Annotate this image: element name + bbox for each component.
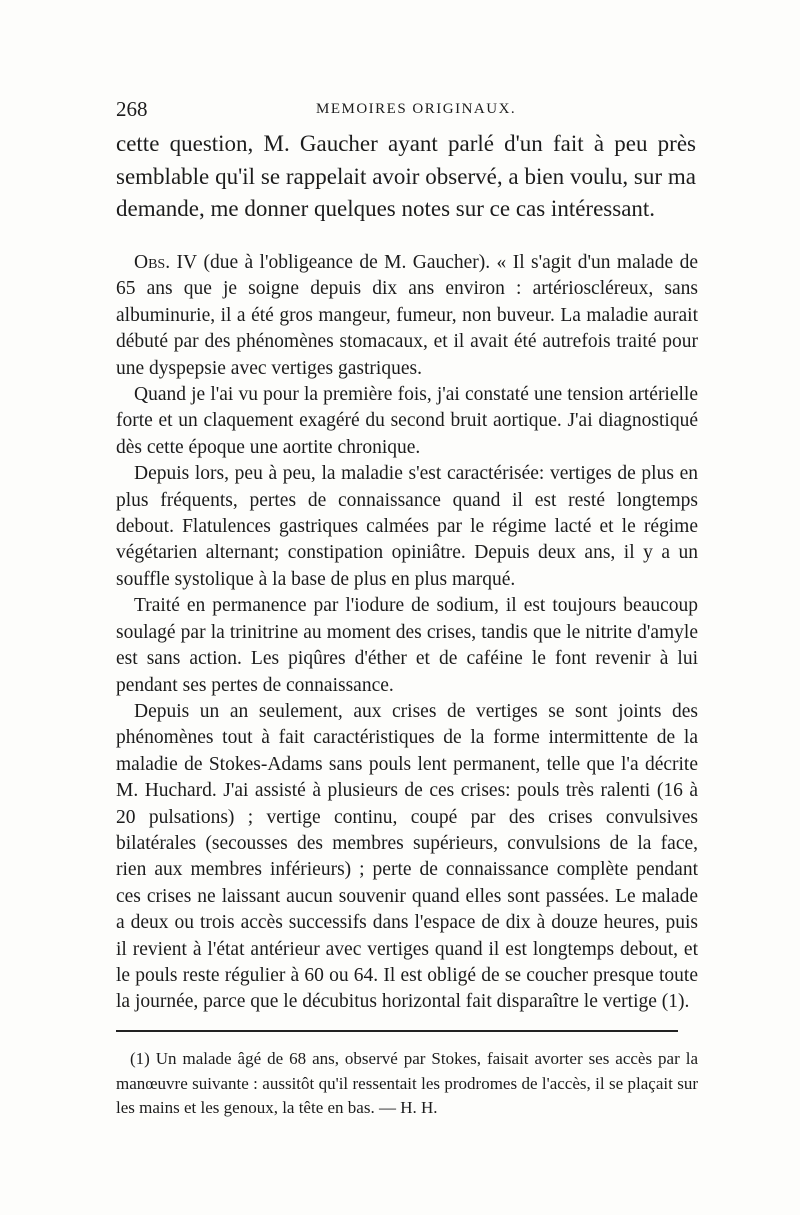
running-title: MEMOIRES ORIGINAUX.: [316, 101, 517, 117]
footnote-divider: [116, 1030, 678, 1032]
observation-label: Obs. IV: [134, 252, 198, 273]
footnote: (1) Un malade âgé de 68 ans, observé par Stokes, faisait avorter ses accès par la manœuvre suivante : aussitôt qu'il ressentait les prodromes de l'accès, il se plaçait sur les mains et les genoux, la tête en bas. — H. H.: [116, 1049, 698, 1117]
page-number: 268: [116, 97, 148, 121]
intro-paragraph: cette question, M. Gaucher ayant parlé d'un fait à peu près semblable qu'il se rappelait avoir observé, a bien voulu, sur ma demande, me donner quelques notes sur ce cas intéressant.: [116, 131, 696, 221]
observation-paragraph-3: Depuis lors, peu à peu, la maladie s'est caractérisée: vertiges de plus en plus fréquents, pertes de connaissance quand il est resté longtemps debout. Flatulences gastriques calmées par le régime lacté et le régime végétarien alternant; constipation opiniâtre. Depuis deux ans, il y a un souffle systolique à la base de plus en plus marqué.: [116, 463, 698, 590]
observation-paragraph-1-text: (due à l'obligeance de M. Gaucher). « Il s'agit d'un malade de 65 ans que je soigne depuis dix ans environ : artérioscléreux, sans albuminurie, il a été gros mangeur, fumeur, non buveur. La maladie aurait débuté par des phénomènes stomacaux, et il avait été autrefois traité pour une dyspepsie avec vertiges gastriques.: [116, 252, 698, 379]
observation-paragraph-2: Quand je l'ai vu pour la première fois, j'ai constaté une tension artérielle forte et un claquement exagéré du second bruit aortique. J'ai diagnostiqué dès cette époque une aortite chronique.: [116, 384, 698, 458]
observation-paragraph-5: Depuis un an seulement, aux crises de vertiges se sont joints des phénomènes tout à fait caractéristiques de la forme intermittente de la maladie de Stokes-Adams sans pouls lent permanent, telle que l'a décrite M. Huchard. J'ai assisté à plusieurs de ces crises: pouls très ralenti (16 à 20 pulsations) ; vertige continu, coupé par des crises convulsives bilatérales (secousses des membres supérieurs, convulsions de la face, rien aux membres inférieurs) ; perte de connaissance complète pendant ces crises ne laissant aucun souvenir quand elles sont passées. Le malade a deux ou trois accès successifs dans l'espace de dix à douze heures, puis il revient à l'état antérieur avec vertiges quand il est longtemps debout, et le pouls reste régulier à 60 ou 64. Il est obligé de se coucher presque toute la journée, parce que le décubitus horizontal fait disparaître le vertige (1).: [116, 700, 698, 1013]
observation-paragraph-1: [116, 250, 698, 382]
observation-paragraph-4: Traité en permanence par l'iodure de sodium, il est toujours beaucoup soulagé par la trinitrine au moment des crises, tandis que le nitrite d'amyle est sans action. Les piqûres d'éther et de caféine le font revenir à lui pendant ses pertes de connaissance.: [116, 595, 698, 696]
observation-block: [116, 250, 698, 1016]
running-head: [116, 97, 696, 123]
